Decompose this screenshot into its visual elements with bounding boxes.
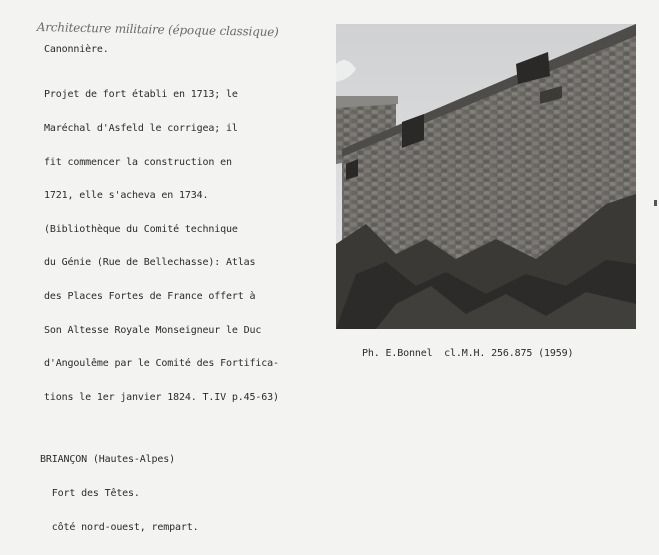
description-line: du Génie (Rue de Bellechasse): Atlas — [44, 257, 256, 269]
fort-rampart-wall-photo — [336, 24, 636, 329]
description-line: 1721, elle s'acheva en 1734. — [44, 190, 209, 202]
record-description — [44, 67, 279, 426]
photo-credit: Ph. E.Bonnel cl.M.H. 256.875 (1959) — [362, 348, 574, 359]
location-line: Fort des Têtes. — [40, 488, 140, 500]
location-line: BRIANÇON (Hautes-Alpes) — [40, 454, 176, 466]
record-heading: Canonnière. — [44, 44, 109, 55]
description-line: Projet de fort établi en 1713; le — [44, 89, 238, 101]
description-line: Son Altesse Royale Monseigneur le Duc — [44, 324, 262, 336]
photo-illustration — [336, 24, 636, 329]
description-line: tions le 1er janvier 1824. T.IV p.45-63) — [44, 391, 279, 403]
card-edge-mark — [654, 200, 657, 206]
description-line: Maréchal d'Asfeld le corrigea; il — [44, 123, 238, 135]
description-line: d'Angoulême par le Comité des Fortifica- — [44, 358, 279, 370]
handwritten-category-note: Architecture militaire (époque classique) — [36, 20, 279, 40]
description-line: des Places Fortes de France offert à — [44, 291, 256, 303]
description-line: fit commencer la construction en — [44, 156, 232, 168]
location-line: côté nord-ouest, rempart. — [40, 521, 199, 533]
location-caption — [40, 432, 199, 555]
description-line: (Bibliothèque du Comité technique — [44, 223, 238, 235]
